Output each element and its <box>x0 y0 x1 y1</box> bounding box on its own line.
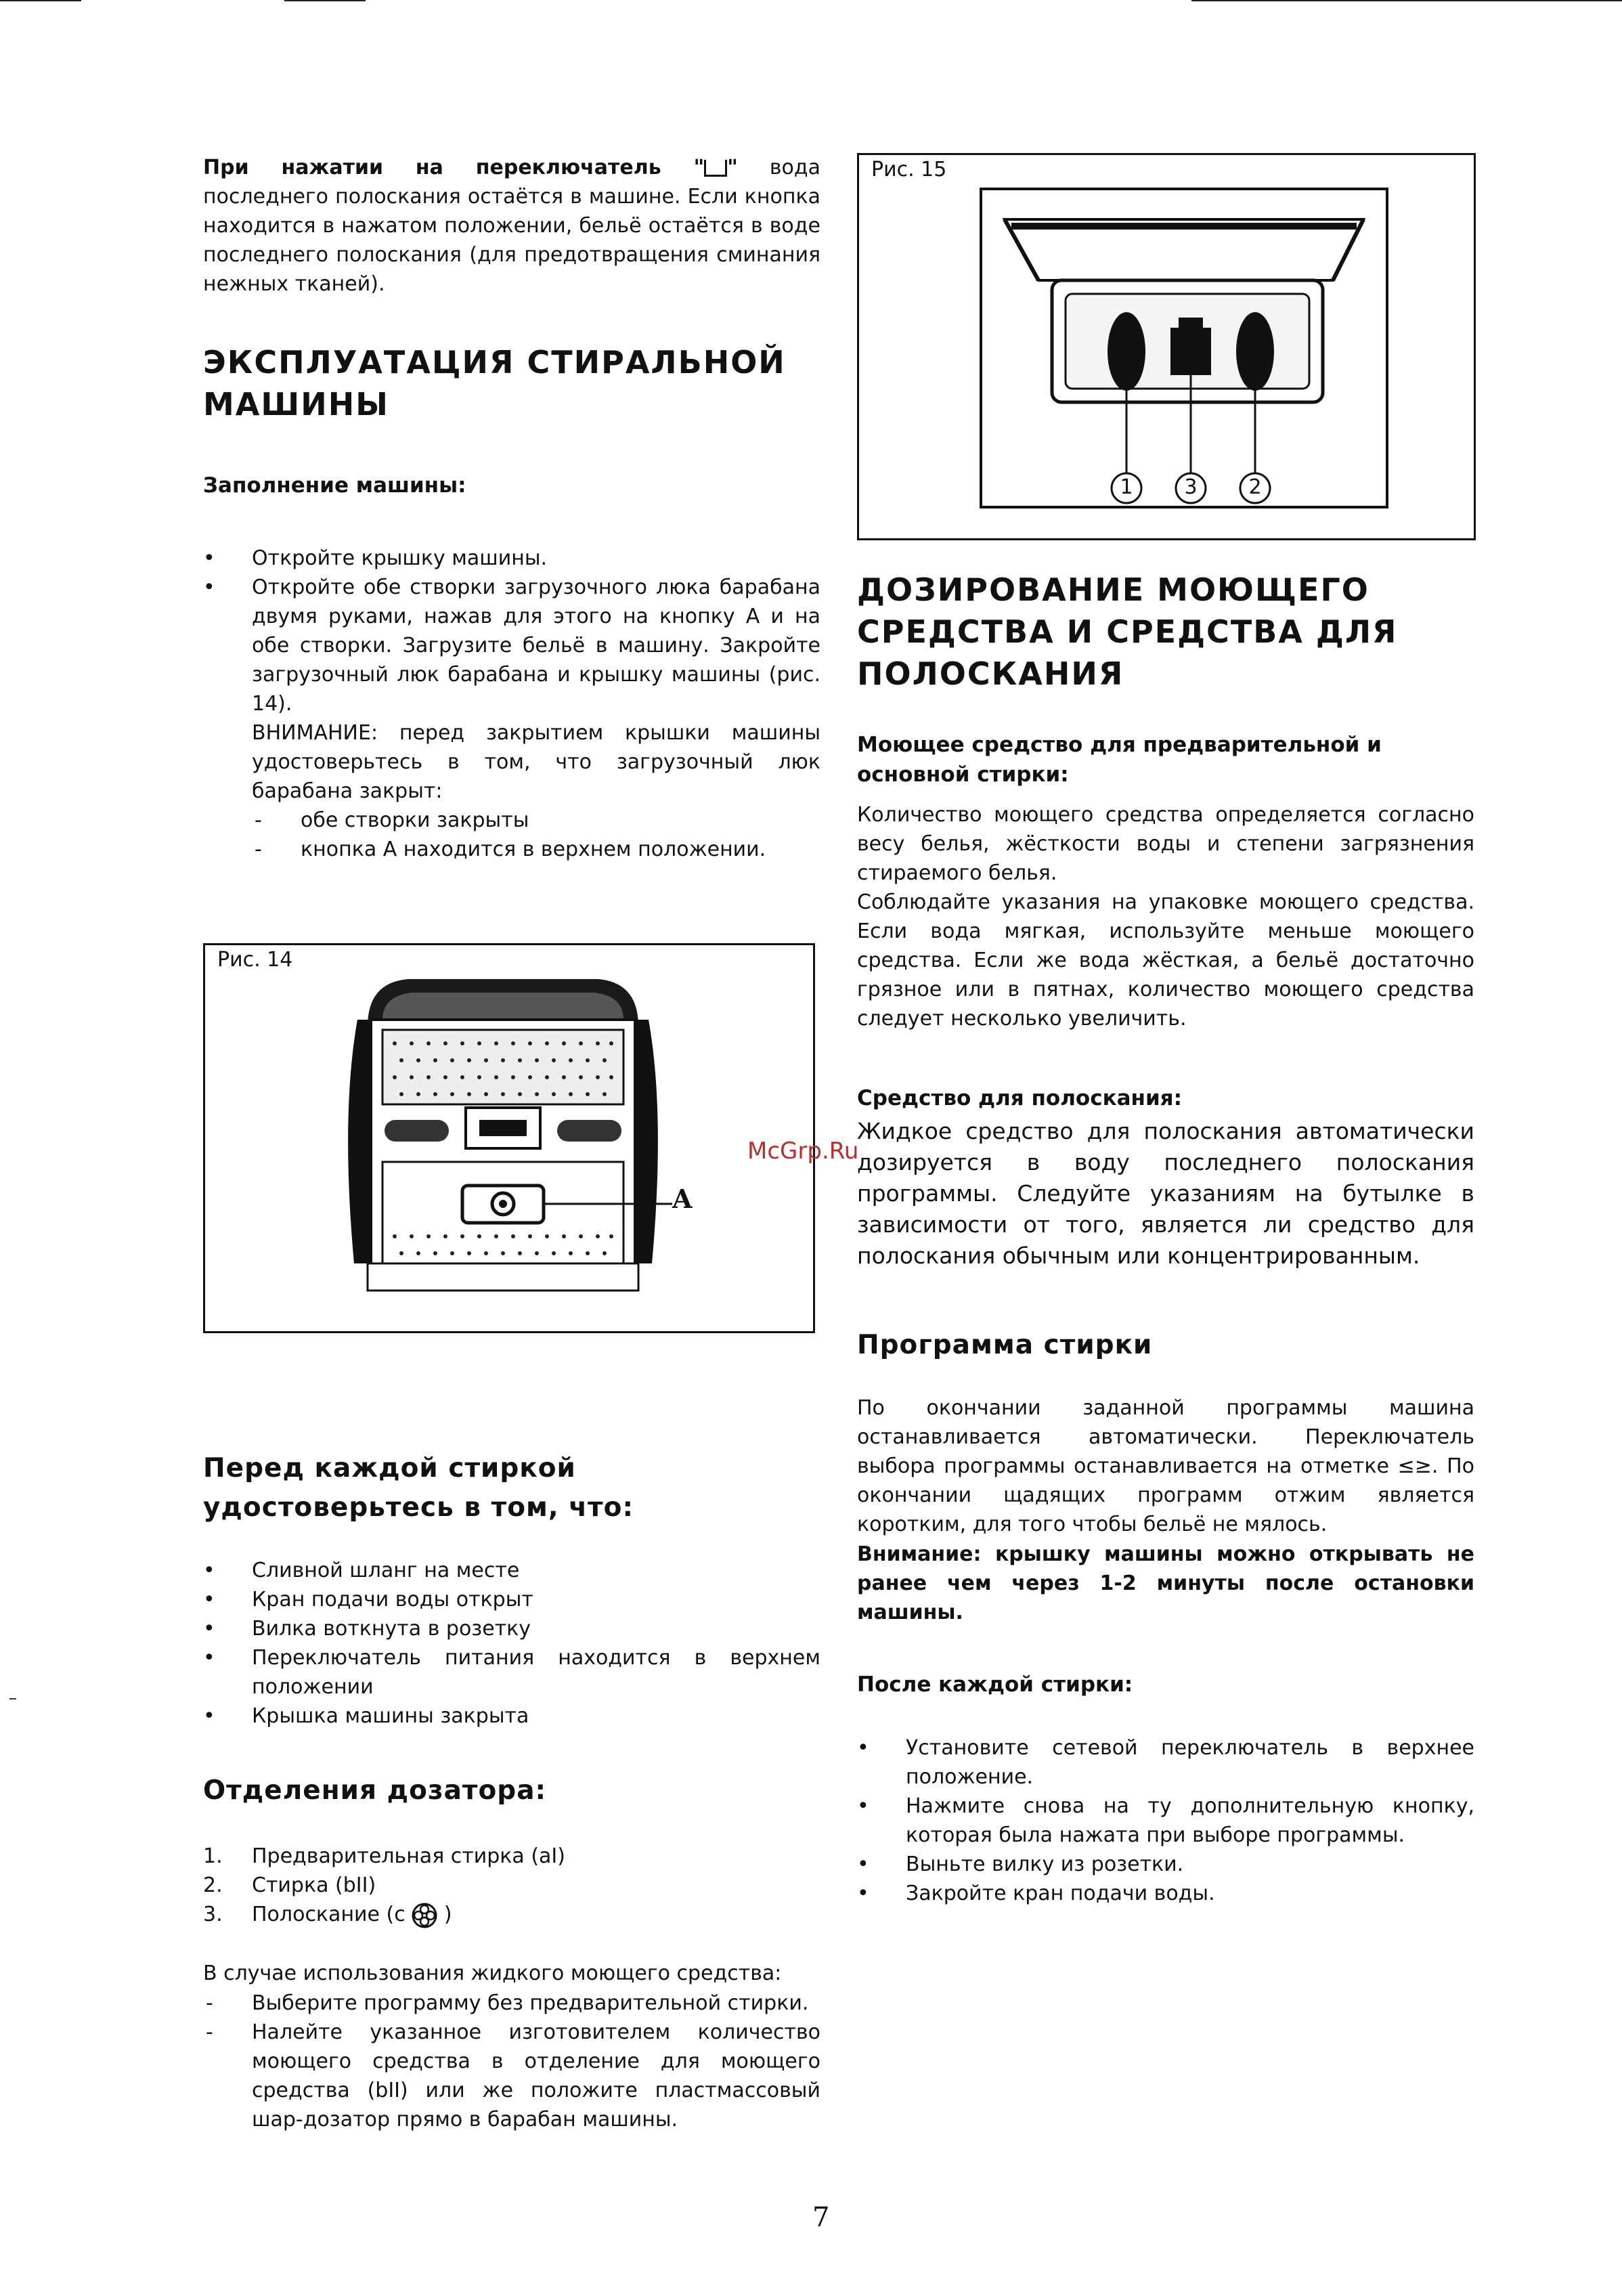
list-item: 2. Стирка (bII) <box>203 1873 376 1897</box>
washer-drum-illustration <box>205 945 813 1331</box>
rinse-title: Средство для полоскания: <box>857 1086 1182 1110</box>
callout-3: 3 <box>1184 475 1198 499</box>
margin-mark <box>9 1698 16 1699</box>
detergent-title: Моющее средство для предварительной и основной стирки: <box>857 733 1382 787</box>
program-text: По окончании заданной программы машина останавливается автоматически. Переключатель выбора программы останавливается на отметке ≤≥. По окончании щадящих программ отжим является коротким, для того чтобы бельё не мялось. <box>857 1396 1474 1536</box>
flower-icon <box>412 1903 437 1928</box>
list-item: • Кран подачи воды открыт <box>203 1585 820 1614</box>
check-list <box>203 1556 820 1731</box>
rinse-hold-symbol <box>704 160 727 177</box>
callout-2: 2 <box>1248 475 1262 499</box>
figure-14-callout-a: A <box>672 1184 693 1214</box>
page-number: 7 <box>812 2202 830 2233</box>
list-item: • Крышка машины закрыта <box>203 1702 820 1731</box>
program-title: Программа стирки <box>857 1330 1153 1360</box>
dash-item: - кнопка А находится в верхнем положении. <box>252 835 820 864</box>
figure-14 <box>203 943 815 1333</box>
list-item: • Сливной шланг на месте <box>203 1556 820 1585</box>
detergent-text: Количество моющего средства определяется согласно весу белья, жёсткости воды и степени загрязнения стираемого белья. Соблюдайте указания на упаковке моющего средства. Если вода мягкая, используйте меньше моющего средства. Если же вода жёсткая, а бельё достаточно грязное или в пятнах, количество моющего средства следует несколько увеличить. <box>857 803 1474 1031</box>
filling-title: Заполнение машины: <box>203 473 466 498</box>
top-rule-mid <box>284 0 366 1</box>
list-item: 3. Полоскание (c ) <box>203 1900 820 1929</box>
dash-item: - Налейте указанное изготовителем количество моющего средства в отделение для моющего средства (bII) или же положите пластмассовый шар-дозатор прямо в барабан машины. <box>203 2018 820 2134</box>
list-item: 1. Предварительная стирка (aI) <box>203 1844 565 1868</box>
dispenser-title: Отделения дозатора: <box>203 1775 547 1806</box>
dispenser-list <box>203 1842 820 1929</box>
rinse-text: Жидкое средство для полоскания автоматически дозируется в воду последнего полоскания программы. Следуйте указаниям на бутылке в зависимости от того, является ли средство для полоскания обычным или концентрированным. <box>857 1118 1474 1269</box>
list-item: • Закройте кран подачи воды. <box>857 1879 1474 1908</box>
intro-paragraph: При нажатии на переключатель " " вода последнего полоскания остаётся в машине. Если кнопка находится в нажатом положении, бельё остаётся в воде последнего полоскания (для предотвращения сминания нежных тканей). <box>203 156 820 296</box>
liquid-intro: В случае использования жидкого моющего средства: <box>203 1962 782 1985</box>
watermark: McGrp.Ru <box>747 1138 859 1165</box>
figure-15-label: Рис. 15 <box>871 158 947 181</box>
check-title: Перед каждой стиркой удостоверьтесь в том, что: <box>203 1453 634 1523</box>
intro-bold: При нажатии на переключатель " <box>203 156 705 179</box>
list-item: • Нажмите снова на ту дополнительную кнопку, которая была нажата при выборе программы. <box>857 1792 1474 1850</box>
filling-list <box>203 544 820 864</box>
dash-item: - Выберите программу без предварительной стирки. <box>203 1989 820 2018</box>
list-item: • Установите сетевой переключатель в верхнее положение. <box>857 1733 1474 1792</box>
figure-15 <box>857 153 1476 540</box>
top-rule-right <box>1191 0 1622 1</box>
list-item: • Переключатель питания находится в верхнем положении <box>203 1643 820 1702</box>
section-title-dosing: ДОЗИРОВАНИЕ МОЮЩЕГО СРЕДСТВА И СРЕДСТВА ДЛЯ ПОЛОСКАНИЯ <box>857 571 1398 692</box>
liquid-list <box>203 1989 820 2134</box>
dash-item: - обе створки закрыты <box>252 806 820 835</box>
program-warning: Внимание: крышку машины можно открывать не ранее чем через 1-2 минуты после остановки машины. <box>857 1542 1474 1624</box>
section-title-operation: ЭКСПЛУАТАЦИЯ СТИРАЛЬНОЙ МАШИНЫ <box>203 344 786 423</box>
callout-1: 1 <box>1120 475 1133 499</box>
list-item: • Вилка воткнута в розетку <box>203 1614 820 1643</box>
figure-14-label: Рис. 14 <box>217 948 293 972</box>
dispenser-drawer-illustration <box>859 155 1474 538</box>
intro-rest: вода последнего полоскания остаётся в машине. Если кнопка находится в нажатом положении, бельё остаётся в воде последнего полоскания (для предотвращения сминания нежных тканей). <box>203 156 820 296</box>
list-item: • Откройте крышку машины. <box>203 544 820 573</box>
after-title: После каждой стирки: <box>857 1672 1133 1697</box>
top-rule-left <box>0 0 81 1</box>
after-list <box>857 1733 1474 1908</box>
list-item: • Откройте обе створки загрузочного люка барабана двумя руками, нажав для этого на кнопку А и на обе створки. Загрузите бельё в машину. Закройте загрузочный люк барабана и крышку машины (рис. 14). ВНИМАНИЕ: перед закрытием крышки машины удостоверьтесь в том, что загрузочный люк барабана закрыт: <box>203 573 820 806</box>
list-item: • Выньте вилку из розетки. <box>857 1850 1474 1879</box>
